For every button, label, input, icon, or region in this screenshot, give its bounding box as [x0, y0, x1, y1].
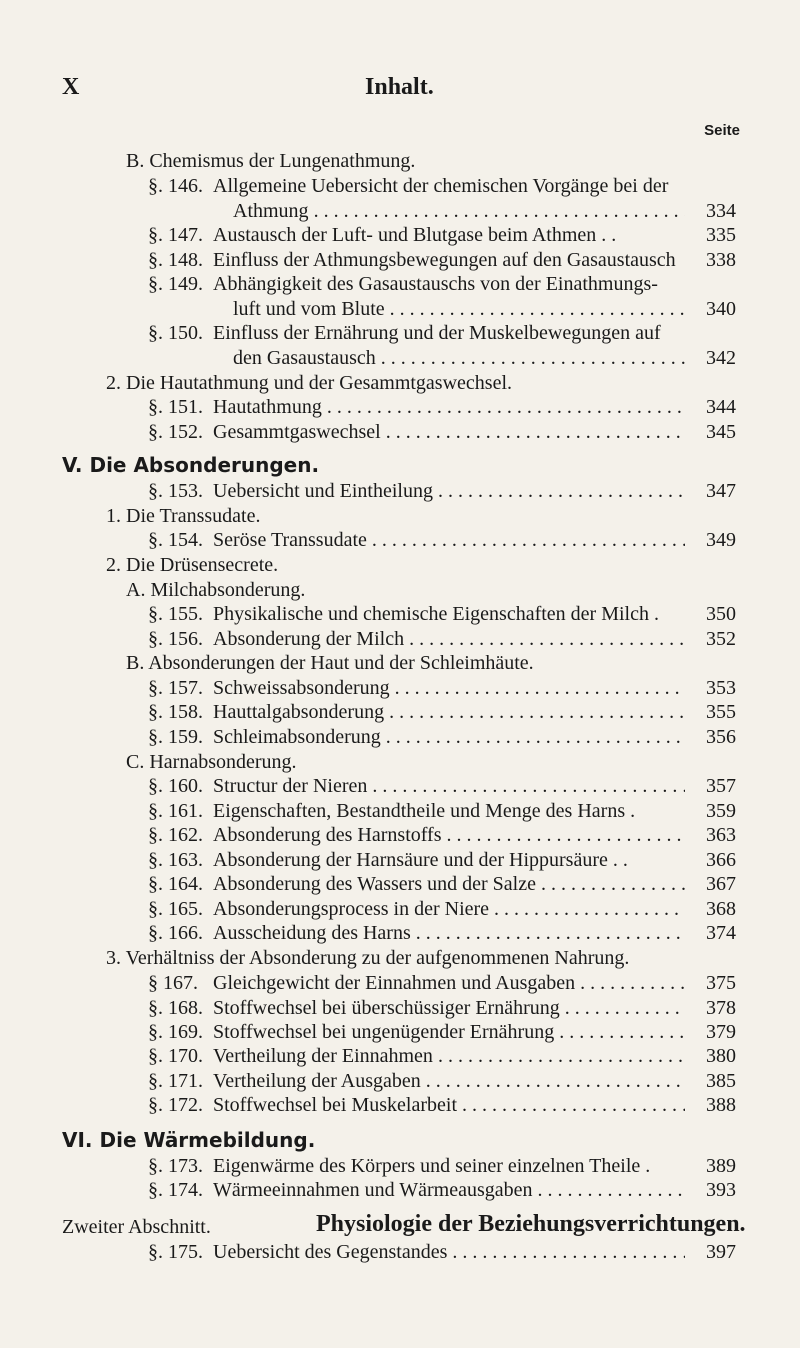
toc-entry	[0, 1092, 800, 1118]
toc-entry	[0, 724, 800, 750]
toc-entry	[0, 675, 800, 701]
paragraph-number: §. 168.	[148, 997, 203, 1019]
toc-entry	[0, 527, 800, 553]
paragraph-number: §. 148.	[148, 249, 203, 271]
toc-entry	[0, 601, 800, 627]
paragraph-number: §. 175.	[148, 1241, 203, 1263]
toc-subheading	[0, 650, 800, 676]
entry-title: Hauttalgabsonderung . . .	[213, 699, 685, 725]
page-reference: 342	[706, 347, 736, 369]
paragraph-number: §. 151.	[148, 396, 203, 418]
toc-entry	[0, 222, 800, 248]
page-reference: 374	[706, 922, 736, 944]
page-reference: 334	[706, 200, 736, 222]
entry-title: Eigenschaften, Bestandtheile und Menge des Harns .	[213, 800, 636, 822]
entry-title: Absonderung des Harnstoffs . . .	[213, 822, 685, 848]
paragraph-number: §. 164.	[148, 873, 203, 895]
entry-title: Allgemeine Uebersicht der chemischen Vorgänge bei der	[213, 175, 669, 197]
entry-title: Gesammtgaswechsel . . .	[213, 419, 685, 445]
paragraph-number: §. 156.	[148, 628, 203, 650]
toc-entry	[0, 1153, 800, 1179]
toc-subheading	[0, 577, 800, 603]
toc-entry	[0, 699, 800, 725]
paragraph-number: §. 147.	[148, 224, 203, 246]
toc-subheading	[0, 552, 800, 578]
subheading-text: C. Harnabsonderung.	[126, 751, 297, 773]
toc-entry	[0, 847, 800, 873]
subheading-text: 1. Die Transsudate.	[106, 505, 261, 527]
section-heading-text: V. Die Absonderungen.	[62, 453, 320, 477]
toc-entry	[0, 626, 800, 652]
subheading-text: 2. Die Drüsensecrete.	[106, 554, 279, 576]
page-reference: 380	[706, 1045, 736, 1067]
entry-title: Physikalische und chemische Eigenschaften der Milch .	[213, 603, 659, 625]
entry-title: Schleimabsonderung . . .	[213, 724, 685, 750]
page-reference: 349	[706, 529, 736, 551]
toc-entry	[0, 822, 800, 848]
entry-title: Hautathmung . . .	[213, 394, 685, 420]
page-reference: 338	[706, 249, 736, 271]
entry-title: Absonderung des Wassers und der Salze . . .	[213, 871, 685, 897]
toc-entry	[0, 478, 800, 504]
entry-title: Abhängigkeit des Gasaustauschs von der Einathmungs-	[213, 273, 658, 295]
toc-entry-continuation	[0, 198, 800, 224]
paragraph-number: § 167.	[148, 972, 198, 994]
page-reference: 393	[706, 1179, 736, 1201]
entry-title: Absonderung der Milch . . .	[213, 626, 685, 652]
toc-subheading	[0, 749, 800, 775]
paragraph-number: §. 150.	[148, 322, 203, 344]
entry-title: Structur der Nieren . . .	[213, 773, 685, 799]
entry-title: Stoffwechsel bei überschüssiger Ernährung . . .	[213, 995, 685, 1021]
entry-title: Absonderung der Harnsäure und der Hippursäure . .	[213, 849, 628, 871]
toc-section-heading	[0, 452, 800, 478]
entry-title: Stoffwechsel bei Muskelarbeit . . .	[213, 1092, 685, 1118]
toc-entry	[0, 1068, 800, 1094]
entry-title: Athmung . . .	[233, 198, 685, 224]
page-reference: 359	[706, 800, 736, 822]
paragraph-number: §. 169.	[148, 1021, 203, 1043]
part-title: Physiologie der Beziehungsverrichtungen.	[316, 1211, 746, 1237]
paragraph-number: §. 160.	[148, 775, 203, 797]
page-reference: 347	[706, 480, 736, 502]
paragraph-number: §. 154.	[148, 529, 203, 551]
paragraph-number: §. 172.	[148, 1094, 203, 1116]
paragraph-number: §. 153.	[148, 480, 203, 502]
entry-title: Gleichgewicht der Einnahmen und Ausgaben . . .	[213, 970, 685, 996]
subheading-text: B. Chemismus der Lungenathmung.	[126, 150, 416, 172]
paragraph-number: §. 166.	[148, 922, 203, 944]
toc-entry	[0, 1239, 800, 1265]
paragraph-number: §. 163.	[148, 849, 203, 871]
page-reference: 367	[706, 873, 736, 895]
toc-entry	[0, 173, 800, 199]
page-reference: 350	[706, 603, 736, 625]
paragraph-number: §. 165.	[148, 898, 203, 920]
toc-subheading	[0, 503, 800, 529]
entry-title: Absonderungsprocess in der Niere . . .	[213, 896, 685, 922]
entry-title: luft und vom Blute . . .	[233, 296, 685, 322]
toc-entry	[0, 1019, 800, 1045]
entry-title: Uebersicht und Eintheilung . . .	[213, 478, 685, 504]
paragraph-number: §. 173.	[148, 1155, 203, 1177]
entry-title: Einfluss der Athmungsbewegungen auf den Gasaustausch	[213, 249, 676, 271]
page-reference: 366	[706, 849, 736, 871]
paragraph-number: §. 174.	[148, 1179, 203, 1201]
entry-title: Wärmeeinnahmen und Wärmeausgaben . . .	[213, 1177, 685, 1203]
page-reference: 345	[706, 421, 736, 443]
paragraph-number: §. 158.	[148, 701, 203, 723]
toc-subheading	[0, 945, 800, 971]
page-header	[0, 74, 800, 104]
toc-entry	[0, 419, 800, 445]
toc-entry	[0, 871, 800, 897]
paragraph-number: §. 162.	[148, 824, 203, 846]
toc-entry-continuation	[0, 345, 800, 371]
toc-entry	[0, 271, 800, 297]
toc-entry	[0, 995, 800, 1021]
entry-title: Schweissabsonderung . . .	[213, 675, 685, 701]
page-reference: 397	[706, 1241, 736, 1263]
toc-subheading	[0, 148, 800, 174]
page-reference: 385	[706, 1070, 736, 1092]
toc-subheading	[0, 370, 800, 396]
paragraph-number: §. 170.	[148, 1045, 203, 1067]
toc-section-heading	[0, 1127, 800, 1153]
page-reference: 356	[706, 726, 736, 748]
toc-entry	[0, 920, 800, 946]
toc-entry	[0, 773, 800, 799]
page-reference: 388	[706, 1094, 736, 1116]
section-heading-text: VI. Die Wärmebildung.	[62, 1128, 316, 1152]
toc-entry-continuation	[0, 296, 800, 322]
entry-title: Einfluss der Ernährung und der Muskelbewegungen auf	[213, 322, 661, 344]
paragraph-number: §. 171.	[148, 1070, 203, 1092]
part-label: Zweiter Abschnitt.	[62, 1216, 211, 1238]
paragraph-number: §. 157.	[148, 677, 203, 699]
page-reference: 344	[706, 396, 736, 418]
subheading-text: 2. Die Hautathmung und der Gesammtgaswechsel.	[106, 372, 513, 394]
entry-title: den Gasaustausch . . .	[233, 345, 685, 371]
page-title: Inhalt.	[365, 74, 434, 100]
page-number-roman: X	[62, 74, 80, 100]
toc-entry	[0, 970, 800, 996]
paragraph-number: §. 152.	[148, 421, 203, 443]
entry-title: Vertheilung der Ausgaben . . .	[213, 1068, 685, 1094]
page-reference: 379	[706, 1021, 736, 1043]
page-reference: 375	[706, 972, 736, 994]
page-reference: 353	[706, 677, 736, 699]
page-reference: 357	[706, 775, 736, 797]
paragraph-number: §. 146.	[148, 175, 203, 197]
entry-title: Seröse Transsudate . . .	[213, 527, 685, 553]
paragraph-number: §. 161.	[148, 800, 203, 822]
subheading-text: B. Absonderungen der Haut und der Schleimhäute.	[126, 652, 534, 674]
entry-title: Vertheilung der Einnahmen . . .	[213, 1043, 685, 1069]
page-reference: 389	[706, 1155, 736, 1177]
page-reference: 335	[706, 224, 736, 246]
subheading-text: 3. Verhältniss der Absonderung zu der aufgenommenen Nahrung.	[106, 947, 630, 969]
toc-entry	[0, 896, 800, 922]
entry-title: Uebersicht des Gegenstandes . . .	[213, 1239, 685, 1265]
toc-entry	[0, 798, 800, 824]
page-reference: 378	[706, 997, 736, 1019]
paragraph-number: §. 149.	[148, 273, 203, 295]
entry-title: Eigenwärme des Körpers und seiner einzelnen Theile .	[213, 1155, 651, 1177]
subheading-text: A. Milchabsonderung.	[126, 579, 306, 601]
toc-entry	[0, 394, 800, 420]
toc-entry	[0, 1043, 800, 1069]
page-reference: 363	[706, 824, 736, 846]
paragraph-number: §. 159.	[148, 726, 203, 748]
toc-entry	[0, 320, 800, 346]
page-reference: 340	[706, 298, 736, 320]
page-reference: 368	[706, 898, 736, 920]
toc-entry	[0, 247, 800, 273]
paragraph-number: §. 155.	[148, 603, 203, 625]
entry-title: Ausscheidung des Harns . . .	[213, 920, 685, 946]
toc-entry	[0, 1177, 800, 1203]
page-reference: 352	[706, 628, 736, 650]
toc-part-heading	[0, 1211, 800, 1240]
page-reference: 355	[706, 701, 736, 723]
seite-column-label: Seite	[704, 122, 740, 139]
entry-title: Stoffwechsel bei ungenügender Ernährung . . .	[213, 1019, 685, 1045]
entry-title: Austausch der Luft- und Blutgase beim Athmen . .	[213, 224, 617, 246]
